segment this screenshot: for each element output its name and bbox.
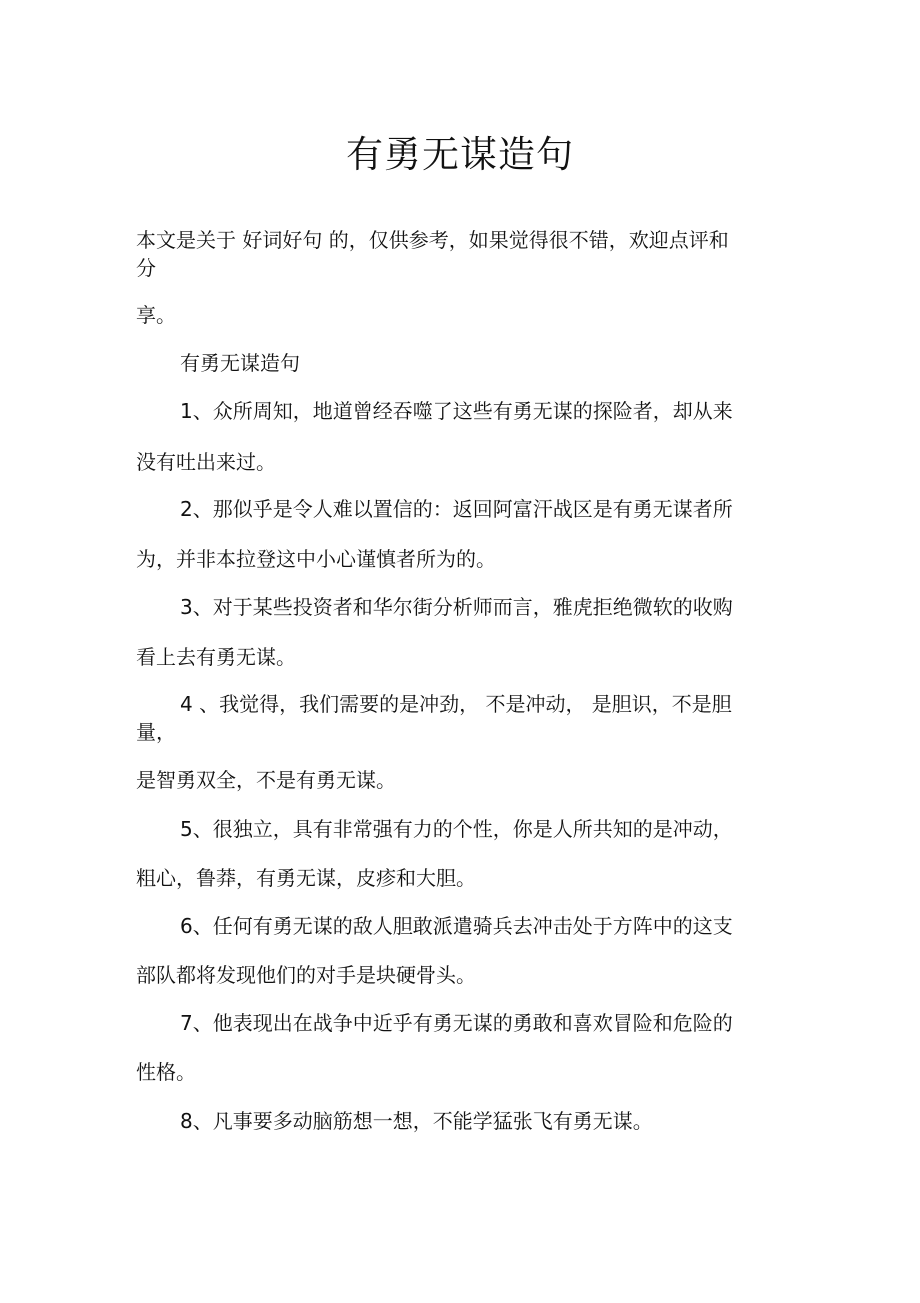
sentence-4-line-2: 量，	[136, 720, 176, 744]
intro-line-2: 分	[136, 256, 156, 280]
sentence-4-line-1: 4 、我觉得，我们需要的是冲劲， 不是冲动， 是胆识，不是胆	[180, 692, 732, 716]
sentence-7-line-1: 7、他表现出在战争中近乎有勇无谋的勇敢和喜欢冒险和危险的	[180, 1011, 733, 1035]
sentence-5-line-2: 粗心，鲁莽，有勇无谋，皮疹和大胆。	[136, 866, 476, 890]
sentence-3-line-2: 看上去有勇无谋。	[136, 645, 296, 669]
sentence-6-line-2: 部队都将发现他们的对手是块硬骨头。	[136, 963, 476, 987]
sentence-6-line-1: 6、任何有勇无谋的敌人胆敢派遣骑兵去冲击处于方阵中的这支	[180, 914, 733, 938]
page-title: 有勇无谋造句	[346, 133, 574, 176]
sentence-4-line-3: 是智勇双全，不是有勇无谋。	[136, 768, 396, 792]
intro-line-1: 本文是关于 好词好句 的，仅供参考，如果觉得很不错，欢迎点评和	[136, 228, 729, 252]
sentence-1-line-1: 1、众所周知，地道曾经吞噬了这些有勇无谋的探险者，却从来	[180, 399, 733, 423]
subtitle: 有勇无谋造句	[180, 351, 300, 375]
intro-line-3: 享。	[136, 303, 176, 327]
sentence-2-line-2: 为，并非本拉登这中小心谨慎者所为的。	[136, 547, 496, 571]
sentence-3-line-1: 3、对于某些投资者和华尔街分析师而言，雅虎拒绝微软的收购	[180, 595, 733, 619]
sentence-2-line-1: 2、那似乎是令人难以置信的：返回阿富汗战区是有勇无谋者所	[180, 497, 733, 521]
sentence-8-line-1: 8、凡事要多动脑筋想一想，不能学猛张飞有勇无谋。	[180, 1109, 653, 1133]
sentence-5-line-1: 5、很独立，具有非常强有力的个性，你是人所共知的是冲动，	[180, 817, 733, 841]
sentence-1-line-2: 没有吐出来过。	[136, 450, 276, 474]
sentence-7-line-2: 性格。	[136, 1060, 196, 1084]
